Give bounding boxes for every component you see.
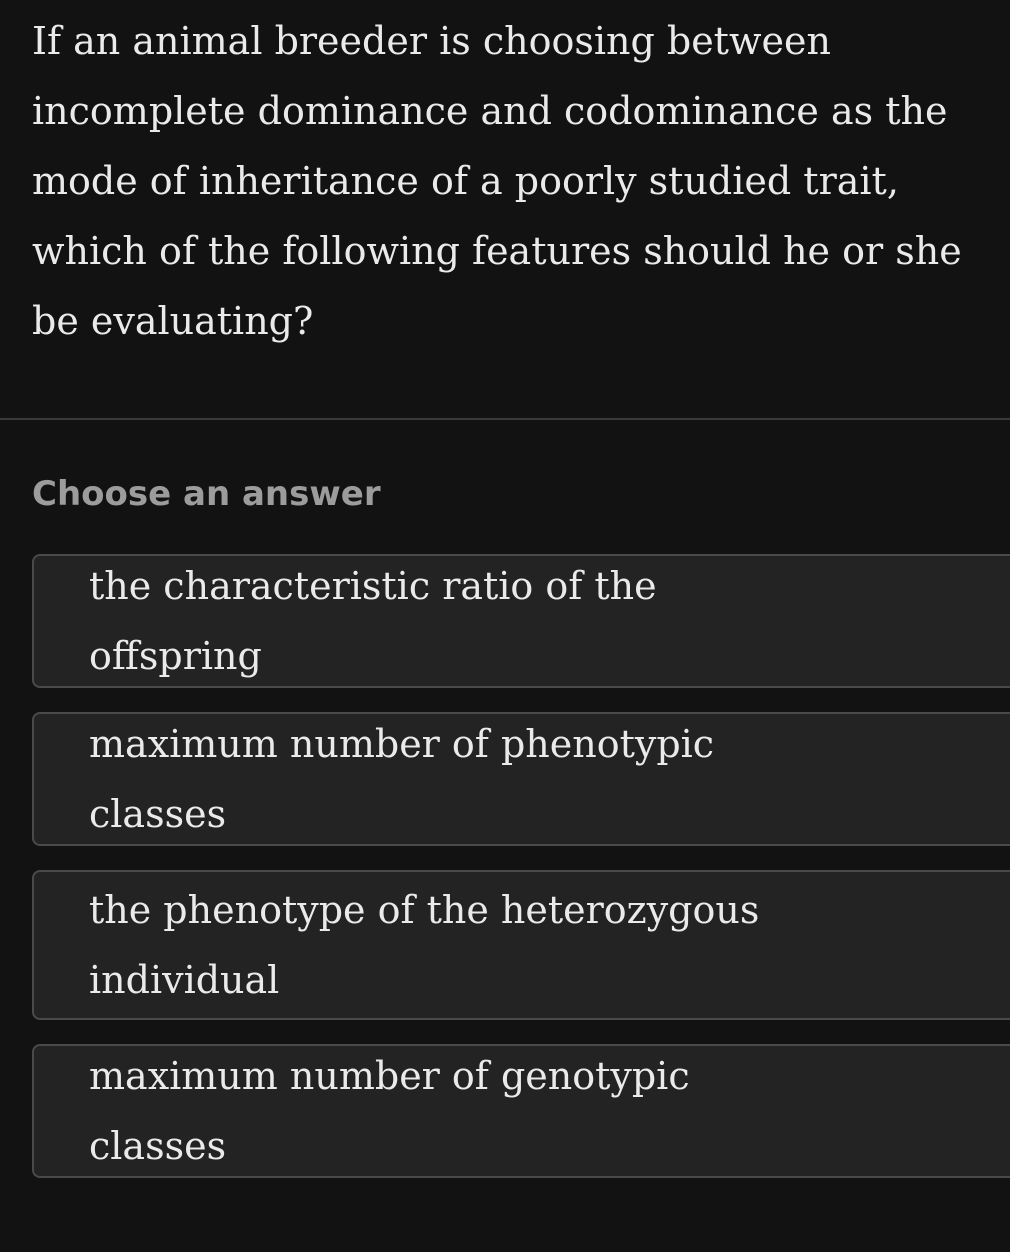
answer-option-label: the characteristic ratio of the offspring <box>89 564 657 678</box>
answer-option-label: maximum number of genotypic classes <box>89 1054 690 1168</box>
answer-option-4[interactable] <box>32 1044 1010 1178</box>
answer-option-3[interactable] <box>32 870 1010 1020</box>
divider <box>0 418 1010 420</box>
answer-option-2[interactable] <box>32 712 1010 846</box>
choose-answer-heading: Choose an answer <box>32 474 381 514</box>
answer-option-1[interactable] <box>32 554 1010 688</box>
answer-option-label: the phenotype of the heterozygous individual <box>89 888 760 1002</box>
answer-option-label: maximum number of phenotypic classes <box>89 722 715 836</box>
question-text: If an animal breeder is choosing between incomplete dominance and codominance as the mode of inheritance of a poorly studied trait, which of the following features should he or she be evaluating? <box>32 19 962 343</box>
